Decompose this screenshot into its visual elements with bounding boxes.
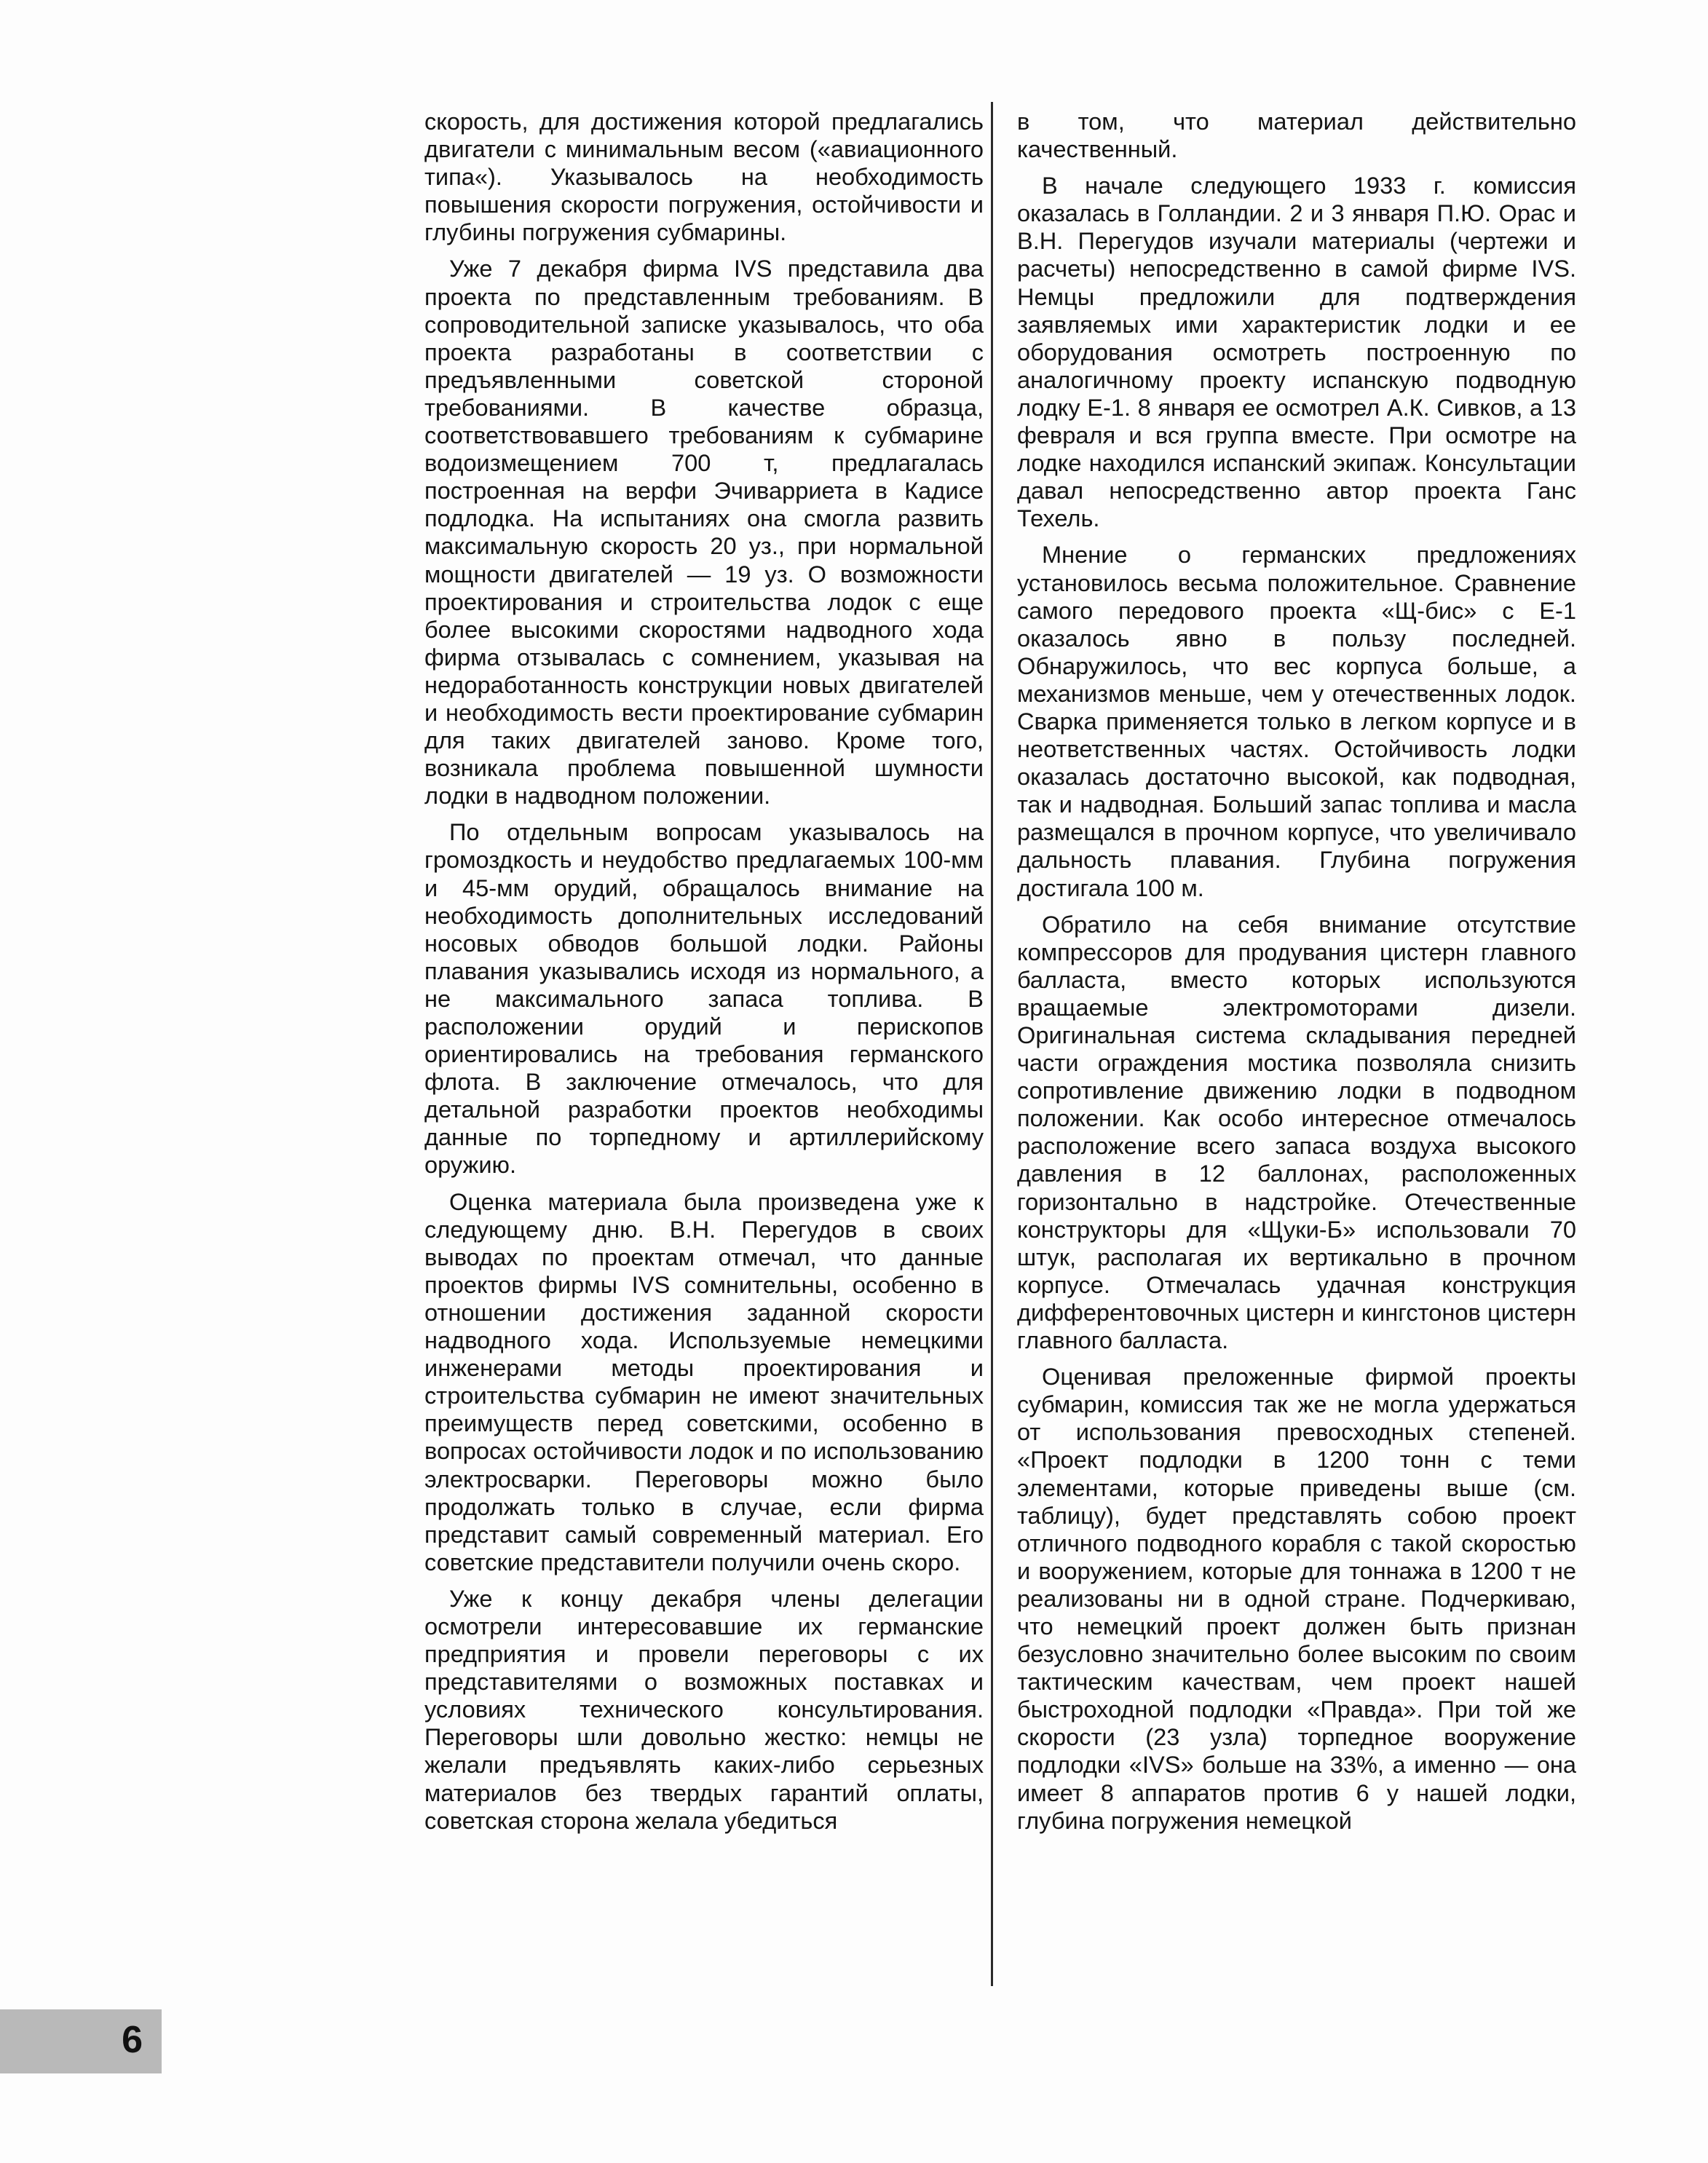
paragraph-left-5: Уже к концу декабря члены делегации осмотрели интересовавшие их германские предприятия и провели переговоры с их представителями о возможных поставках и условиях технического консультирования. Переговоры шли довольно жестко: немцы не желали предъявлять каких-либо серьезных материалов без твердых гарантий оплаты, советская сторона желала убедиться [424,1584,984,1834]
paragraph-right-5: Оценивая преложенные фирмой проекты субмарин, комиссия так же не могла удержаться от использования превосходных степеней. «Проект подлодки в 1200 тонн с теми элементами, которые приведены выше (см. таблицу), будет представлять собою проект отличного подводного корабля с такой скоростью и вооружением, которые для тоннажа в 1200 т не реализованы ни в одной стране. Подчеркиваю, что немецкий проект должен быть признан безусловно значительно более высоким по своим тактическим качествам, чем проект нашей быстроходной подлодки «Правда». При той же скорости (23 узла) торпедное вооружение подлодки «IVS» больше на 33%, а именно — она имеет 8 аппаратов против 6 у нашей лодки, глубина погружения немецкой [1017,1363,1576,1834]
paragraph-right-1: в том, что материал действительно качественный. [1017,108,1576,163]
left-text-column [424,108,984,1843]
paragraph-left-3: По отдельным вопросам указывалось на громоздкость и неудобство предлагаемых 100-мм и 45-мм орудий, обращалось внимание на необходимость дополнительных исследований носовых обводов большой лодки. Районы плавания указывались исходя из нормального, а не максимального запаса топлива. В расположении орудий и перископов ориентировались на требования германского флота. В заключение отмечалось, что для детальной разработки проектов необходимы данные по торпедному и артиллерийскому оружию. [424,818,984,1179]
paragraph-right-4: Обратило на себя внимание отсутствие компрессоров для продувания цистерн главного балласта, вместо которых используются вращаемые электромоторами дизели. Оригинальная система складывания передней части ограждения мостика позволяла снизить сопротивление движению лодки в подводном положении. Как особо интересное отмечалось расположение всего запаса воздуха высокого давления в 12 баллонах, расположенных горизонтально в надстройке. Отечественные конструкторы для «Щуки-Б» использовали 70 штук, располагая их вертикально в прочном корпусе. Отмечалась удачная конструкция дифферентовочных цистерн и кингстонов цистерн главного балласта. [1017,910,1576,1354]
paragraph-left-2: Уже 7 декабря фирма IVS представила два проекта по представленным требованиям. В сопроводительной записке указывалось, что оба проекта разработаны в соответствии с предъявленными советской стороной требованиями. В качестве образца, соответствовавшего требованиям к субмарине водоизмещением 700 т, предлагалась построенная на верфи Эчиварриета в Кадисе подлодка. На испытаниях она смогла развить максимальную скорость 20 уз., при нормальной мощности двигателей — 19 уз. О возможности проектирования и строительства лодок с еще более высокими скоростями надводного хода фирма отзывалась с сомнением, указывая на недоработанность конструкции новых двигателей и необходимость вести проектирование субмарин для таких двигателей заново. Кроме того, возникала проблема повышенной шумности лодки в надводном положении. [424,255,984,810]
paragraph-right-2: В начале следующего 1933 г. комиссия оказалась в Голландии. 2 и 3 января П.Ю. Орас и В.Н. Перегудов изучали материалы (чертежи и расчеты) непосредственно в самой фирме IVS. Немцы предложили для подтверждения заявляемых ими характеристик лодки и ее оборудования осмотреть построенную по аналогичному проекту испанскую подводную лодку Е-1. 8 января ее осмотрел А.К. Сивков, а 13 февраля и вся группа вместе. При осмотре на лодке находился испанский экипаж. Консультации давал непосредственно автор проекта Ганс Техель. [1017,172,1576,532]
paragraph-right-3: Мнение о германских предложениях установилось весьма положительное. Сравнение самого передового проекта «Щ-бис» с Е-1 оказалось явно в пользу последней. Обнаружилось, что вес корпуса больше, а механизмов меньше, чем у отечественных лодок. Сварка применяется только в легком корпусе и в неответственных частях. Остойчивость лодки оказалась достаточно высокой, как подводная, так и надводная. Больший запас топлива и масла размещался в прочном корпусе, что увеличивало дальность плавания. Глубина погружения достигала 100 м. [1017,541,1576,901]
right-text-column [1017,108,1576,1843]
paragraph-left-4: Оценка материала была произведена уже к следующему дню. В.Н. Перегудов в своих выводах по проектам отмечал, что данные проектов фирмы IVS сомнительны, особенно в отношении достижения заданной скорости надводного хода. Используемые немецкими инженерами методы проектирования и строительства субмарин не имеют значительных преимуществ перед советскими, особенно в вопросах остойчивости лодок и по использованию электросварки. Переговоры можно было продолжать только в случае, если фирма представит самый современный материал. Его советские представители получили очень скоро. [424,1187,984,1575]
page-number-tab [0,2009,162,2073]
paragraph-left-1: скорость, для достижения которой предлагались двигатели с минимальным весом («авиационного типа«). Указывалось на необходимость повышения скорости погружения, остойчивости и глубины погружения субмарины. [424,108,984,246]
page-number: 6 [122,2019,143,2061]
column-divider [991,102,993,1986]
